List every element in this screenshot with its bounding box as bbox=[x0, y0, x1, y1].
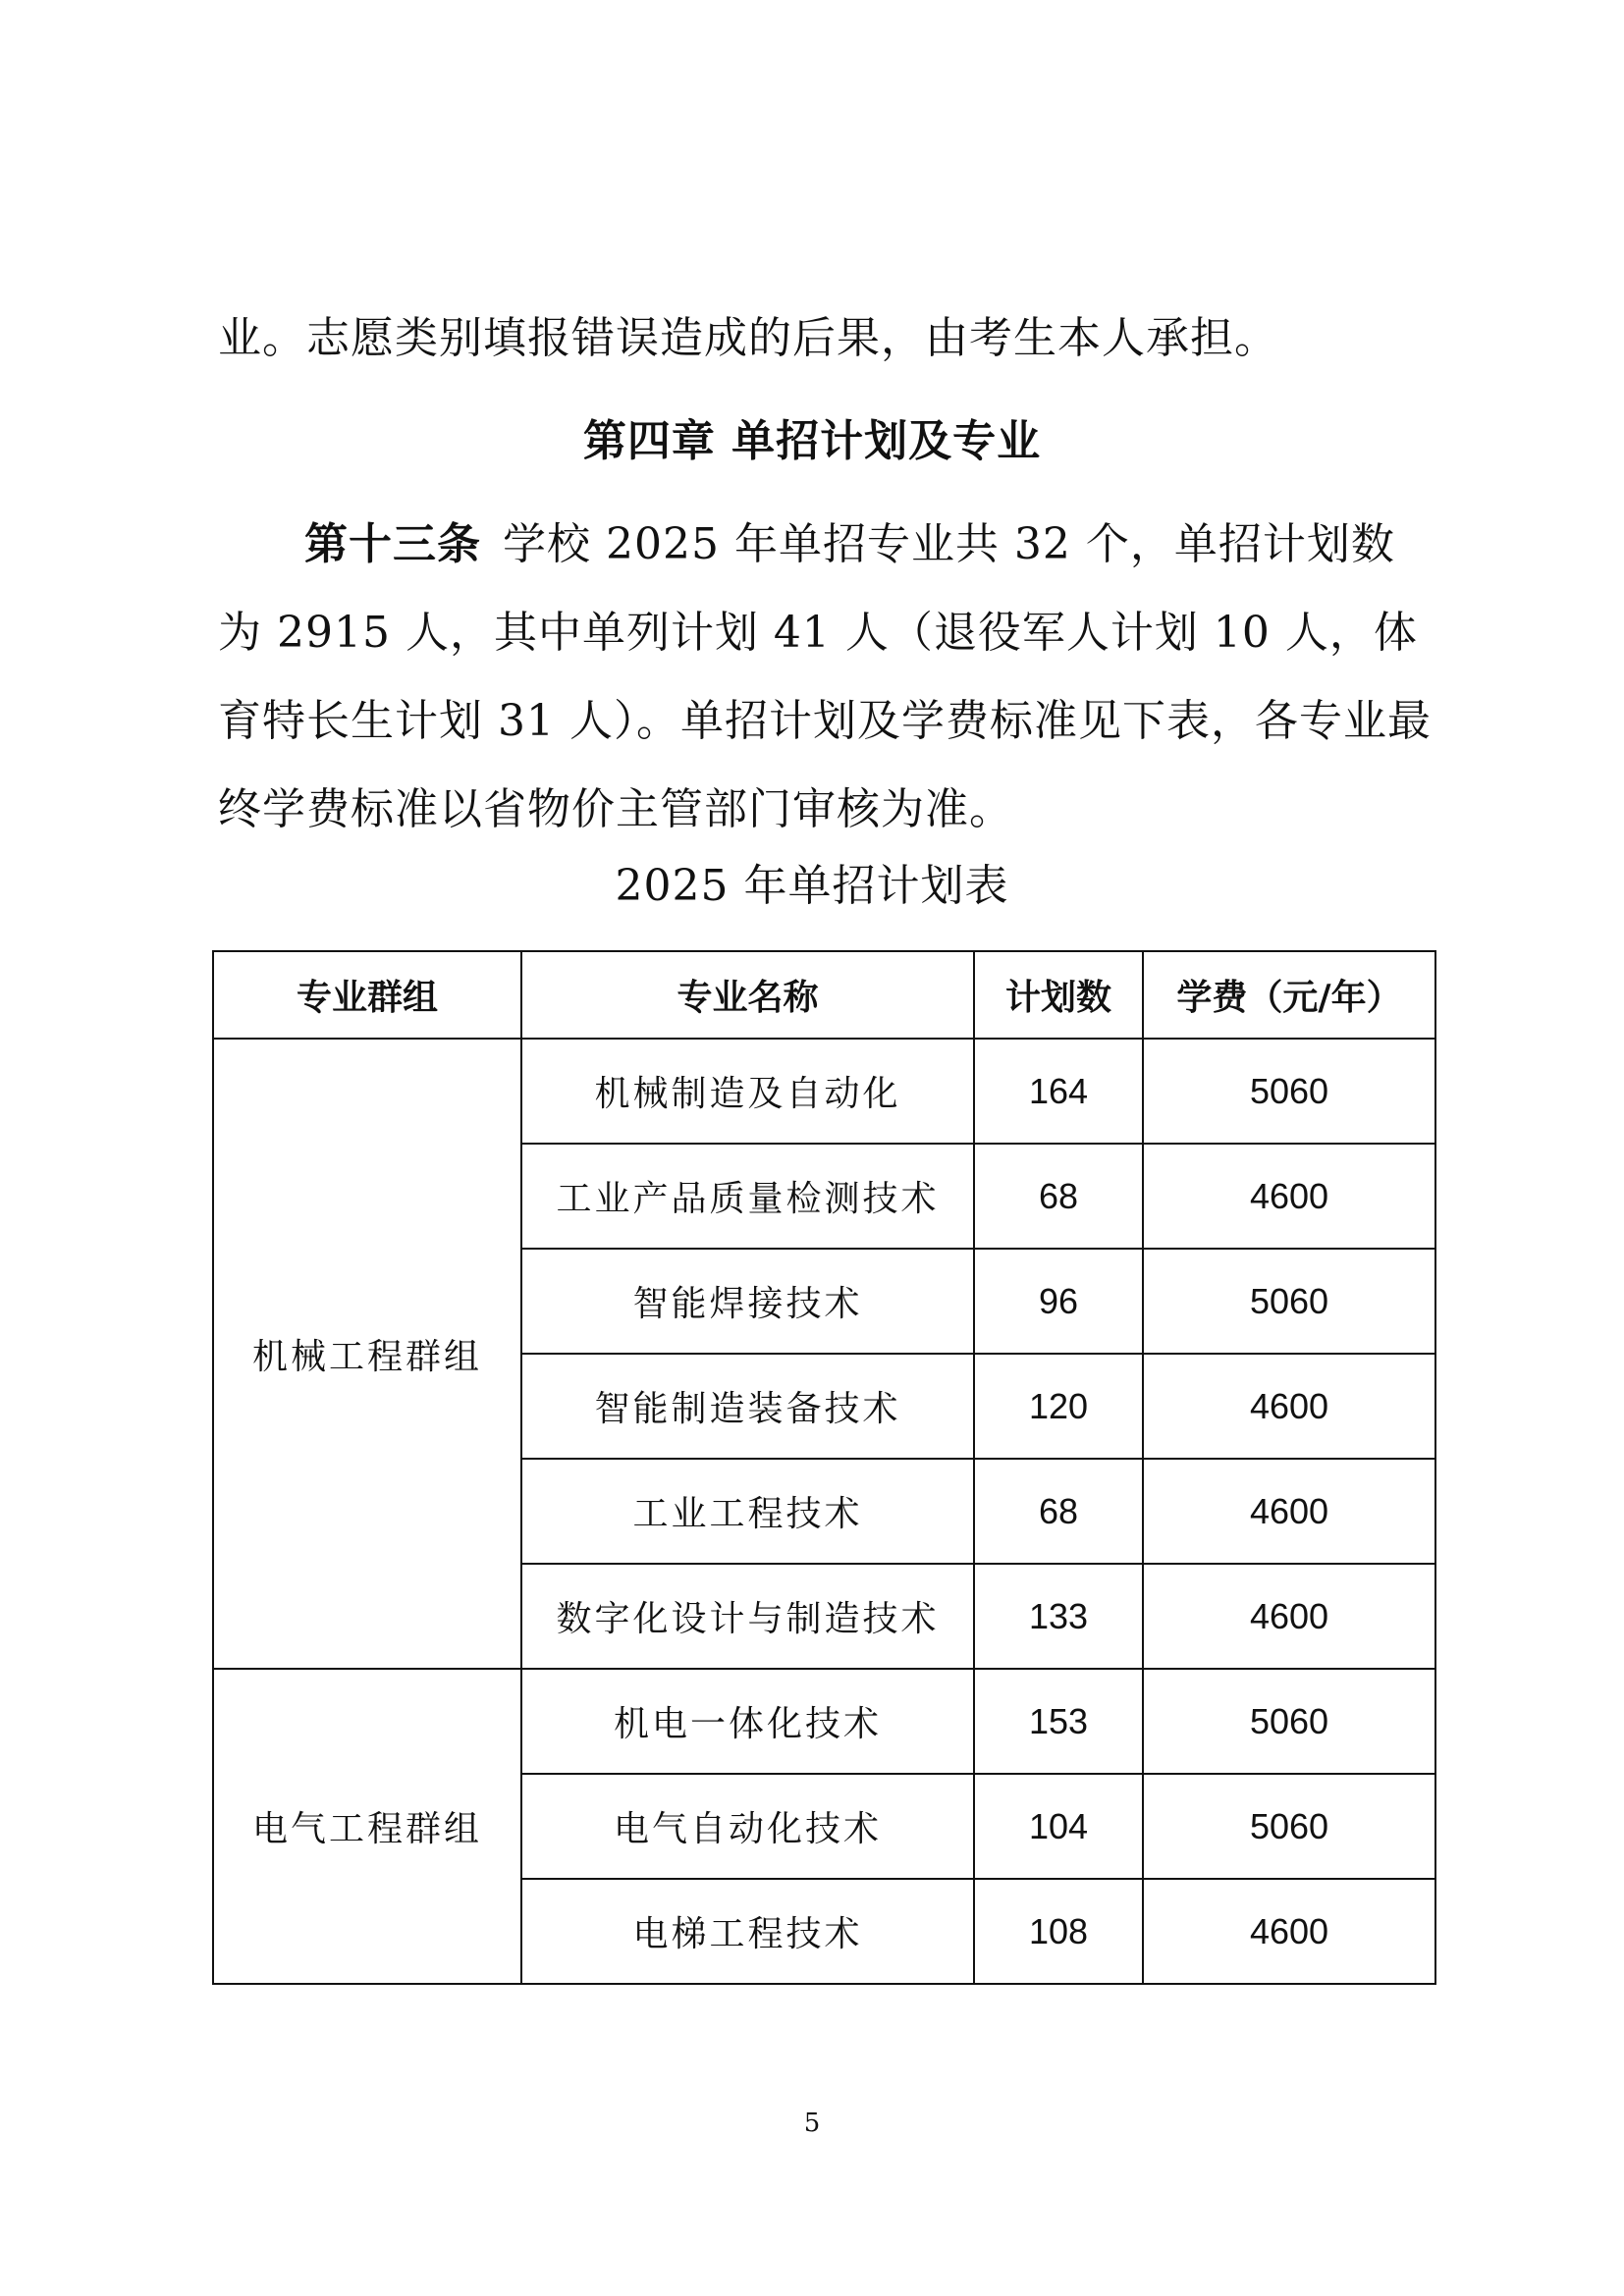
plan-count: 108 bbox=[974, 1879, 1143, 1984]
tuition-fee: 4600 bbox=[1143, 1144, 1435, 1249]
tuition-fee: 5060 bbox=[1143, 1669, 1435, 1774]
major-name: 电气自动化技术 bbox=[521, 1774, 974, 1879]
major-name: 工业产品质量检测技术 bbox=[521, 1144, 974, 1249]
table-row bbox=[213, 1669, 1435, 1774]
article-text: 学校 2025 年单招专业共 32 个，单招计划数为 2915 人，其中单列计划 41 人（退役军人计划 10 人，体育特长生计划 31 人）。单招计划及学费标准见下表，各专业最终学费标准以省物价主管部门审核为准。 bbox=[218, 519, 1432, 834]
plan-count: 133 bbox=[974, 1564, 1143, 1669]
tuition-fee: 4600 bbox=[1143, 1354, 1435, 1459]
major-name: 电梯工程技术 bbox=[521, 1879, 974, 1984]
plan-count: 68 bbox=[974, 1144, 1143, 1249]
tuition-fee: 4600 bbox=[1143, 1564, 1435, 1669]
group-name: 电气工程群组 bbox=[213, 1669, 521, 1984]
major-name: 工业工程技术 bbox=[521, 1459, 974, 1564]
tuition-fee: 5060 bbox=[1143, 1774, 1435, 1879]
plan-count: 96 bbox=[974, 1249, 1143, 1354]
tuition-fee: 4600 bbox=[1143, 1879, 1435, 1984]
table-header-row bbox=[213, 951, 1435, 1039]
page-number: 5 bbox=[803, 2109, 821, 2138]
tuition-fee: 5060 bbox=[1143, 1039, 1435, 1144]
plan-count: 120 bbox=[974, 1354, 1143, 1459]
major-name: 数字化设计与制造技术 bbox=[521, 1564, 974, 1669]
major-name: 智能焊接技术 bbox=[521, 1249, 974, 1354]
plan-count: 104 bbox=[974, 1774, 1143, 1879]
enrollment-plan-table bbox=[212, 950, 1436, 1985]
header-major: 专业名称 bbox=[521, 951, 974, 1039]
article-paragraph bbox=[218, 501, 1435, 854]
header-plan: 计划数 bbox=[974, 951, 1143, 1039]
intro-paragraph: 业。志愿类别填报错误造成的后果，由考生本人承担。 bbox=[218, 313, 1278, 363]
tuition-fee: 5060 bbox=[1143, 1249, 1435, 1354]
article-label: 第十三条 bbox=[304, 519, 481, 569]
plan-count: 68 bbox=[974, 1459, 1143, 1564]
major-name: 机械制造及自动化 bbox=[521, 1039, 974, 1144]
group-name: 机械工程群组 bbox=[213, 1039, 521, 1669]
plan-count: 153 bbox=[974, 1669, 1143, 1774]
major-name: 机电一体化技术 bbox=[521, 1669, 974, 1774]
table-title: 2025 年单招计划表 bbox=[615, 861, 1009, 911]
plan-count: 164 bbox=[974, 1039, 1143, 1144]
chapter-title: 第四章 单招计划及专业 bbox=[582, 416, 1042, 466]
table-row bbox=[213, 1039, 1435, 1144]
tuition-fee: 4600 bbox=[1143, 1459, 1435, 1564]
header-fee: 学费（元/年） bbox=[1143, 951, 1435, 1039]
header-group: 专业群组 bbox=[213, 951, 521, 1039]
major-name: 智能制造装备技术 bbox=[521, 1354, 974, 1459]
